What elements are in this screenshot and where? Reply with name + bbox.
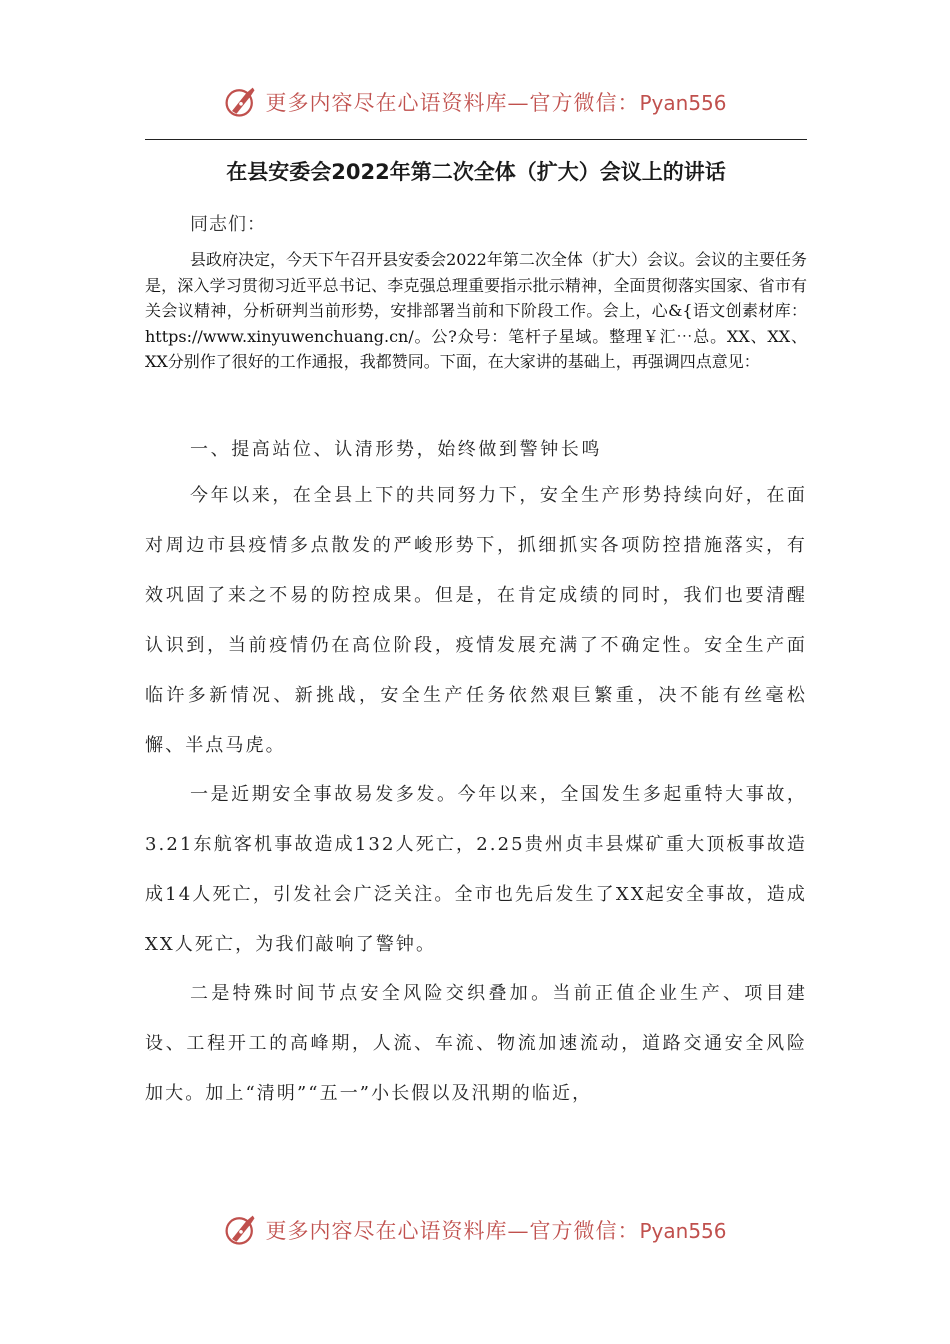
banner-brand: Pyan556 <box>639 1219 727 1243</box>
document-title: 在县安委会2022年第二次全体（扩大）会议上的讲话 <box>226 160 726 184</box>
banner-text <box>265 1215 726 1245</box>
pen-nib-logo-icon <box>223 1212 259 1248</box>
header-divider <box>145 139 807 140</box>
banner-prefix: 更多内容尽在心语资料库—官方微信： <box>265 91 640 115</box>
banner-brand: Pyan556 <box>639 91 727 115</box>
footer-banner <box>0 1208 950 1252</box>
body-paragraph: 今年以来，在全县上下的共同努力下，安全生产形势持续向好，在面对周边市县疫情多点散发的严峻形势下，抓细抓实各项防控措施落实，有效巩固了来之不易的防控成果。但是，在肯定成绩的同时，我们也要清醒认识到，当前疫情仍在高位阶段，疫情发展充满了不确定性。安全生产面临许多新情况、新挑战，安全生产任务依然艰巨繁重，决不能有丝毫松懈、半点马虎。 <box>145 485 807 756</box>
intro-paragraph <box>145 247 807 375</box>
header-banner <box>0 80 950 124</box>
body-paragraph: 一是近期安全事故易发多发。今年以来，全国发生多起重特大事故，3.21东航客机事故造成132人死亡，2.25贵州贞丰县煤矿重大顶板事故造成14人死亡，引发社会广泛关注。全市也先后发生了XX起安全事故，造成XX人死亡，为我们敲响了警钟。 <box>145 784 807 955</box>
intro-text: 县政府决定，今天下午召开县安委会2022年第二次全体（扩大）会议。会议的主要任务是，深入学习贯彻习近平总书记、李克强总理重要指示批示精神，全面贯彻落实国家、省市有关会议精神，分析研判当前形势，安排部署当前和下阶段工作。会上，心&{语文创素材库：https://www.xinyuwenchuang.cn/。公?众号：笔杆子星域。整理￥汇⋯总。XX、XX、XX分别作了很好的工作通报，我都赞同。下面，在大家讲的基础上，再强调四点意见： <box>145 250 807 372</box>
banner-prefix: 更多内容尽在心语资料库—官方微信： <box>265 1219 640 1243</box>
pen-nib-logo-icon <box>223 84 259 120</box>
body-paragraph: 二是特殊时间节点安全风险交织叠加。当前正值企业生产、项目建设、工程开工的高峰期，人流、车流、物流加速流动，道路交通安全风险加大。加上“清明”“五一”小长假以及汛期的临近， <box>145 983 807 1104</box>
section-heading: 一、提高站位、认清形势，始终做到警钟长鸣 <box>190 439 602 460</box>
salutation: 同志们： <box>190 214 266 235</box>
banner-text <box>265 87 726 117</box>
